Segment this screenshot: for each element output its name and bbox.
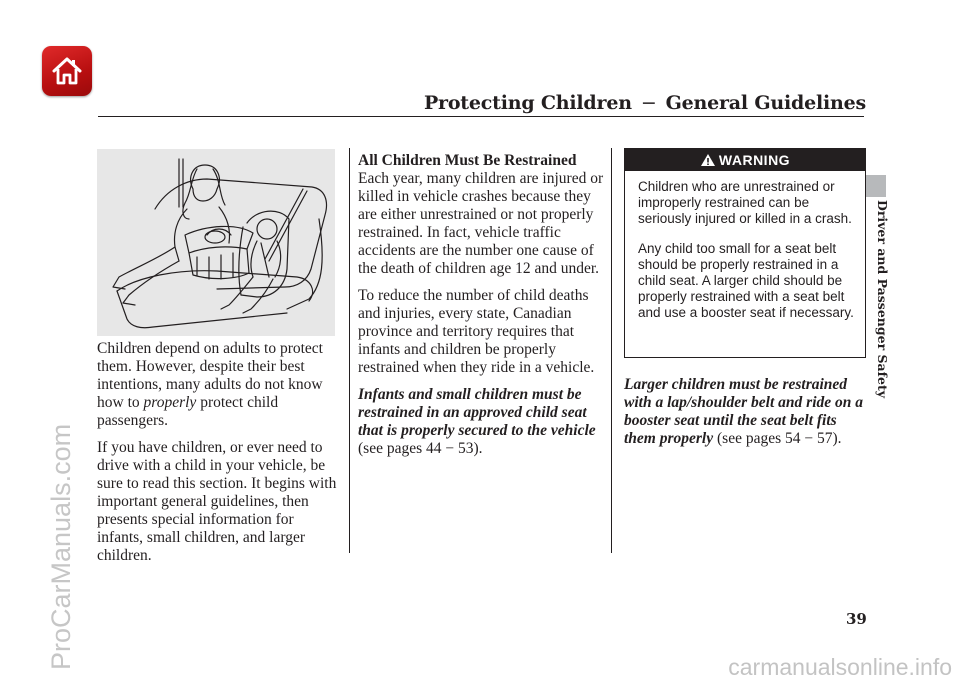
home-icon xyxy=(50,54,84,88)
side-tab-label-text: Driver and Passenger Safety xyxy=(875,200,890,399)
page-reference-54-57[interactable]: (see pages 54 − 57). xyxy=(717,430,842,447)
column-restrained xyxy=(358,152,604,467)
warning-box xyxy=(624,148,866,358)
emphasis-larger-children: Larger children must be restrained with a lap/shoulder belt and ride on a booster seat until the seat belt fits them properly xyxy=(624,376,864,447)
column-divider-2 xyxy=(611,148,612,553)
title-dash: − xyxy=(640,92,657,114)
watermark-left xyxy=(38,240,78,670)
column-intro xyxy=(97,340,341,574)
restrained-paragraph-1: Each year, many children are injured or killed in vehicle crashes because they are either unrestrained or not properly restrained. In fact, vehicle traffic accidents are the number one cause of the death of children age 12 and under. xyxy=(358,170,604,277)
warning-icon xyxy=(700,153,716,167)
emphasis-infants: Infants and small children must be restrained in an approved child seat that is properly secured to the vehicle xyxy=(358,386,596,439)
column-divider-1 xyxy=(349,148,350,553)
page-title xyxy=(424,92,866,114)
watermark-left-text: ProCarManuals.com xyxy=(46,423,76,670)
section-heading: All Children Must Be Restrained xyxy=(358,152,577,169)
page-number: 39 xyxy=(846,610,867,628)
intro-paragraph-1 xyxy=(97,340,341,430)
restrained-paragraph-3 xyxy=(358,386,604,458)
side-tab-label xyxy=(875,200,896,399)
page-reference-44-53[interactable]: (see pages 44 − 53). xyxy=(358,440,483,457)
intro-text-1-end: protect child passengers. xyxy=(97,394,279,429)
intro-paragraph-2: If you have children, or ever need to drive with a child in your vehicle, be sure to read this section. It begins with important general guidelines, then presents special information for infants, small children, and larger children. xyxy=(97,439,337,564)
larger-children-paragraph xyxy=(624,376,868,448)
home-button[interactable] xyxy=(42,46,92,96)
intro-text-1: Children depend on adults to protect them. However, despite their best intentions, many adults do not know how to xyxy=(97,340,323,411)
warning-header xyxy=(625,149,865,171)
warning-label: WARNING xyxy=(718,152,791,168)
header-divider xyxy=(98,116,864,117)
warning-body xyxy=(638,179,860,335)
emphasis-properly: properly xyxy=(143,394,197,411)
title-section: Protecting Children xyxy=(423,92,632,114)
illustration-drawing xyxy=(97,149,335,336)
column-larger-children xyxy=(624,376,868,457)
child-seat-illustration xyxy=(97,149,335,336)
warning-paragraph-1: Children who are unrestrained or improperly restrained can be seriously injured or killed in a crash. xyxy=(638,179,852,226)
restrained-paragraph-2: To reduce the number of child deaths and injuries, every state, Canadian province and territory requires that infants and children be properly restrained when they ride in a vehicle. xyxy=(358,287,595,376)
title-subsection: General Guidelines xyxy=(665,92,866,114)
warning-paragraph-2: Any child too small for a seat belt should be properly restrained in a child seat. A larger child should be properly restrained with a seat belt and use a booster seat if necessary. xyxy=(638,241,854,320)
watermark-bottom: carmanualsonline.info xyxy=(728,654,952,680)
